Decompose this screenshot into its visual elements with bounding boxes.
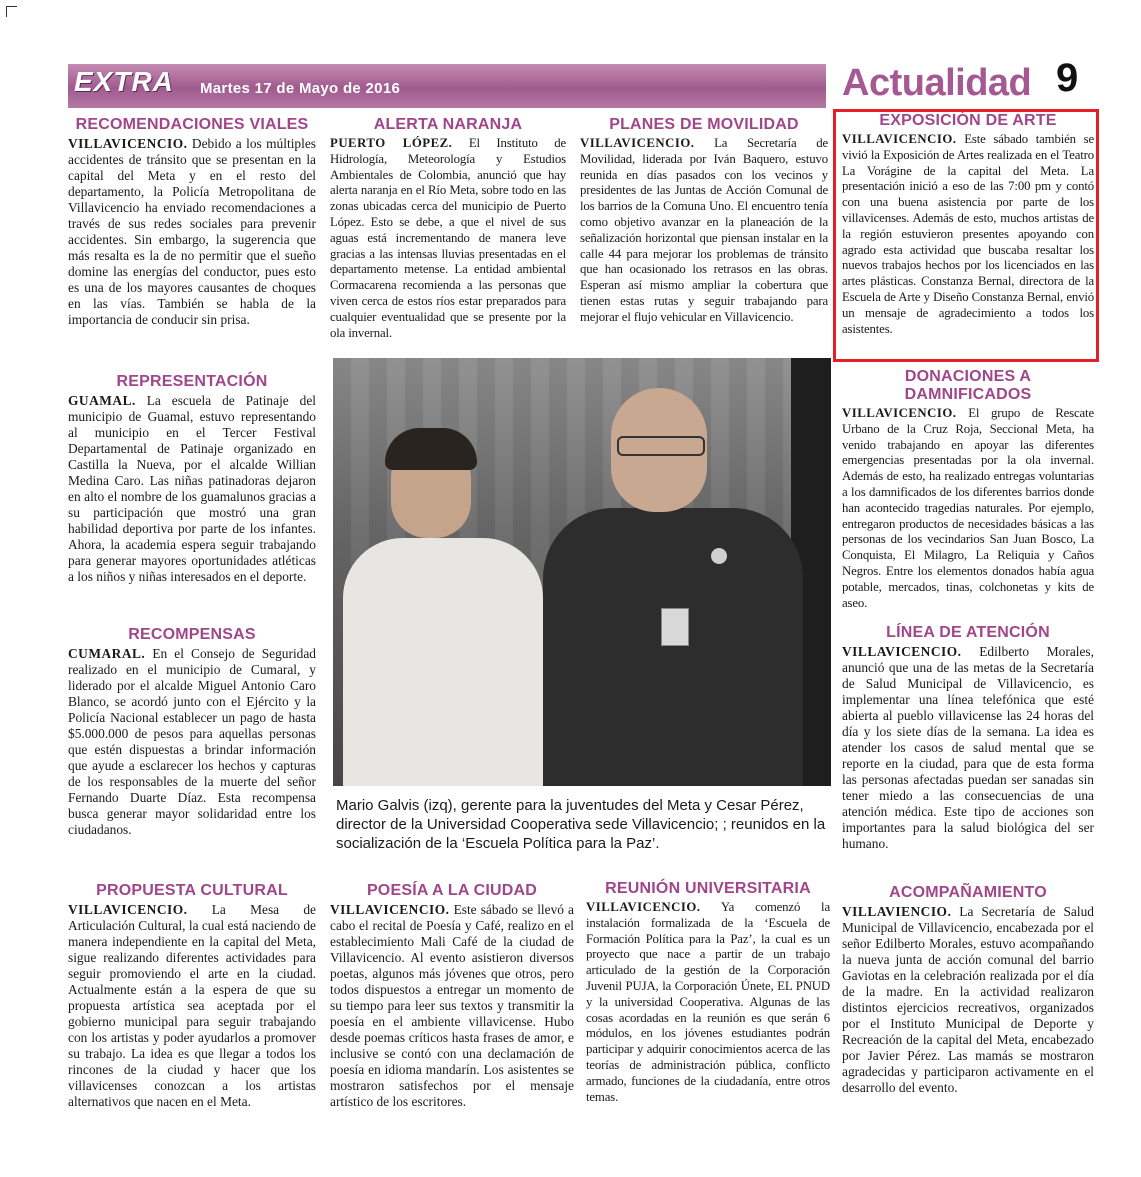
article-title: DONACIONES A DAMNIFICADOS — [904, 368, 1032, 403]
article-dateline: VILLAVICENCIO. — [68, 902, 188, 917]
article-dateline: VILLAVICENCIO. — [580, 136, 695, 150]
article-text: Este sábado también se vivió la Exposición de Artes realizada en el Teatro La Vorágine de la capital del Meta. La presentación inició a eso de las 7:00 pm y contó con una buena asistencia por parte de los villavicenses. Además de esto, muchos artistas de la región estuvieron presentes apoyando con agrado esta actividad que buscaba resaltar los nuevos trabajos hechos por los licenciados en las artes plásticas. Constanza Bernal, directora de la Escuela de Arte y Diseño Constanza Bernal, envió un mensaje de agradecimiento a todos los asistentes. — [842, 132, 1094, 336]
article-donaciones — [842, 368, 1094, 611]
article-text: Este sábado se llevó a cabo el recital de Poesía y Café, realizo en el establecimiento Mali Café de la ciudad de Villavicencio. Al evento asistieron diversos poetas, algunos más jóvenes que otros, pero todos dispuestos a entregar un momento de su tiempo para leer sus textos y transmitir la poesía en el ambiente villavicense. Hubo desde poemas críticos hasta frases de amor, e inclusive se contó con una declamación de poesía en idioma mandarín. Los asistentes se mostraron satisfechos por el mensaje artístico de los escritores. — [330, 902, 574, 1109]
article-title: EXPOSICIÓN DE ARTE — [879, 112, 1057, 129]
lapel-pin — [711, 548, 727, 564]
article-dateline: PUERTO LÓPEZ. — [330, 136, 453, 150]
issue-date: Martes 17 de Mayo de 2016 — [200, 80, 401, 97]
article-title: LÍNEA DE ATENCIÓN — [886, 624, 1050, 641]
article-dateline: VILLAVICENCIO. — [68, 136, 188, 151]
article-body — [842, 406, 1094, 611]
article-text: Edilberto Morales, anunció que una de las metas de la Secretaría de Salud Municipal de Villavicencio, es implementar una línea telefónica que esté abierta al pueblo villavicense las 24 horas del día y los siete días de la semana. La idea es atender los casos de salud mental que se reporte en la ciudad, para que de esta forma las personas afectadas puedan ser sanadas sin tener miedo a las consecuencias de una atención médica. Este tipo de acciones son importantes para la salud biológica del ser humano. — [842, 644, 1094, 851]
article-title: POESÍA A LA CIUDAD — [366, 882, 538, 899]
id-badge — [661, 608, 689, 646]
article-dateline: VILLAVICENCIO. — [842, 644, 962, 659]
article-title: ACOMPAÑAMIENTO — [889, 884, 1047, 901]
crop-mark — [6, 6, 17, 17]
article-body — [330, 902, 574, 1110]
article-title: PROPUESTA CULTURAL — [96, 882, 288, 899]
article-text: La Secretaría de Movilidad, liderada por Iván Baquero, estuvo reunida en días pasados con los vecinos y presidentes de las Juntas de Acción Comunal de los barrios de la Comuna Uno. El encuentro tenía como objetivo avanzar en la planeación de la señalización horizontal que piensan instalar en la calle 44 para mejorar los problemas de tránsito que han ocasionado los retrasos en las obras. Esperan así mismo ampliar la cobertura que tienen estas rutas y seguir trabajando para mejorar el flujo vehicular en Villavicencio. — [580, 136, 828, 324]
person-right-body — [543, 508, 803, 786]
article-dateline: VILLAVICENCIO. — [586, 900, 701, 914]
article-dateline: VILLAVICENCIO. — [842, 406, 957, 420]
article-dateline: VILLAVICENCIO. — [330, 902, 450, 917]
header-band — [68, 64, 826, 108]
article-text: Debido a los múltiples accidentes de tránsito que se presentan en la capital del Meta y en el resto del departamento, la Policía Metropolitana de Villavicencio ha enviado recomendaciones a través de sus redes sociales para prevenir accidentes. Sin embargo, la sugerencia que más resalta es la de no permitir que el sueño domine las energías del conductor, pues esto es una de los mayores causantes de choques en las vías. También se habla de la importancia de conducir sin prisa. — [68, 136, 316, 327]
article-text: El grupo de Rescate Urbano de la Cruz Roja, Seccional Meta, ha venido trabajando en apoyar las diferentes emergencias presentadas por la ola invernal. Además de esto, ha realizado entregas voluntarias a los damnificados de los diferentes barrios donde han acontecido tragedias naturales. Por ejemplo, entregaron productos de necesidades básicas a las personas de los vecindarios San Juan Bosco, La Conquista, El Milagro, La Reliquia y Caños Negros. Entre los elementos donados había agua potable, mercados, tinas, colchonetas y kits de aseo. — [842, 406, 1094, 610]
article-text: La Mesa de Articulación Cultural, la cual está naciendo de manera independiente en la capital del Meta, sigue realizando diferentes actividades para seguir promoviendo el arte en la ciudad. Actualmente están a la espera de que su propuesta artística sea aceptada por el gobierno municipal para seguir trabajando con los artistas y poder ayudarlos a promover su trabajo. La idea es que llegar a todos los rincones de la ciudad y hacer que los villavicenses conozcan a los artistas alternativos que nacen en el Meta. — [68, 902, 317, 1109]
article-alerta — [330, 116, 566, 341]
news-photo — [333, 358, 831, 786]
article-representacion — [68, 373, 316, 585]
article-body — [68, 393, 316, 585]
article-dateline: VILLAVICENCIO. — [842, 132, 957, 146]
article-poesia — [330, 882, 574, 1110]
article-body — [330, 136, 566, 341]
article-acompanamiento — [842, 884, 1094, 1096]
article-title: PLANES DE MOVILIDAD — [609, 116, 799, 133]
article-dateline: CUMARAL. — [68, 646, 146, 661]
page-number: 9 — [1056, 56, 1079, 100]
article-body — [586, 900, 830, 1105]
article-body — [842, 904, 1094, 1096]
person-left-body — [343, 538, 543, 786]
article-title: RECOMPENSAS — [128, 626, 256, 643]
newspaper-logo: EXTRA — [74, 66, 174, 97]
article-body — [842, 644, 1094, 852]
article-title: REUNIÓN UNIVERSITARIA — [605, 880, 811, 897]
article-title: RECOMENDACIONES VIALES — [75, 116, 309, 133]
glasses — [617, 436, 705, 456]
article-text: La Secretaría de Salud Municipal de Villavicencio, encabezada por el señor Edilberto Morales, estuvo acompañando la nueva junta de acción comunal del barrio Gaviotas en la celebración realizada por el día de la madre. En la actividad realizaron distintos ejercicios recreativos, organizados por el Instituto Municipal de Deporte y Recreación de la capital del Meta, encabezado por Javier Pérez. Las mamás se mostraron agradecidas y participaron activamente en el desarrollo del evento. — [842, 904, 1094, 1095]
article-recomendaciones — [68, 116, 316, 328]
photo-caption: Mario Galvis (izq), gerente para la juventudes del Meta y Cesar Pérez, director de la Universidad Cooperativa sede Villavicencio; ; reunidos en la socialización de la ‘Escuela Política para la Paz’. — [336, 797, 826, 852]
article-body — [68, 136, 316, 328]
article-recompensas — [68, 626, 316, 838]
article-reunion — [586, 880, 830, 1105]
article-dateline: VILLAVIENCIO. — [842, 904, 952, 919]
highlight-box — [833, 109, 1099, 362]
article-dateline: GUAMAL. — [68, 393, 136, 408]
article-text: En el Consejo de Seguridad realizado en el municipio de Cumaral, y liderado por el alcalde Miguel Antonio Caro Blanco, se acordó junto con el Ejército y la Policía Nacional establecer un pago de hasta $5.000.000 de pesos para aquellas personas que estén dispuestas a brindar información que ayude a esclarecer los hechos y capturas de los responsables de la muerte del señor Fernando Duarte Díaz. Esta recompensa busca generar mayor solidaridad entre los ciudadanos. — [68, 646, 316, 837]
article-planes — [580, 116, 828, 326]
article-body — [580, 136, 828, 326]
article-linea — [842, 624, 1094, 852]
article-title: REPRESENTACIÓN — [116, 373, 268, 390]
article-title: ALERTA NARANJA — [373, 116, 523, 133]
article-body — [68, 646, 316, 838]
section-title: Actualidad — [842, 62, 1032, 104]
article-body — [68, 902, 316, 1110]
article-text: El Instituto de Hidrología, Meteorología y Estudios Ambientales de Colombia, anunció que hay alerta naranja en el Río Meta, sobre todo en las zonas ubicadas cerca del municipio de Puerto López. Esto se debe, a que el nivel de sus aguas está incrementando de manera leve gracias a las intensas lluvias presentadas en el departamento metense. La entidad ambiental Cormacarena recomienda a las personas que viven cerca de estos ríos estar preparados para cualquier eventualidad que se presente por la ola invernal. — [330, 136, 567, 340]
person-left-hair — [385, 428, 477, 470]
article-propuesta — [68, 882, 316, 1110]
article-text: La escuela de Patinaje del municipio de Guamal, estuvo representando al municipio en el Tercer Festival Departamental de Patinaje organizado en Castilla la Nueva, por el alcalde Willian Medina Caro. Las niñas patinadoras dejaron en alto el nombre de los guamalunos gracias a su participación que mostró una gran habilidad deportiva por parte de los infantes. Ahora, la academia espera seguir trabajando para generar mayores oportunidades atléticas a los niños y niñas interesados en el deporte. — [68, 393, 316, 584]
article-text: Ya comenzó la instalación formalizada de la ‘Escuela de Formación Política para la Paz’, la cual es un proyecto que nace a partir de un trabajo articulado de la gestión de la Corporación Juvenil PUJA, la Corporación Únete, EL PNUD y la universidad Cooperativa. Algunas de las cosas acordadas en la reunión es que serán 6 módulos, en los jóvenes estudiantes podrán participar y adquirir conocimientos acerca de las teorías de administración pública, conflicto armado, funciones de la ciudadanía, entre otros temas. — [586, 900, 830, 1104]
